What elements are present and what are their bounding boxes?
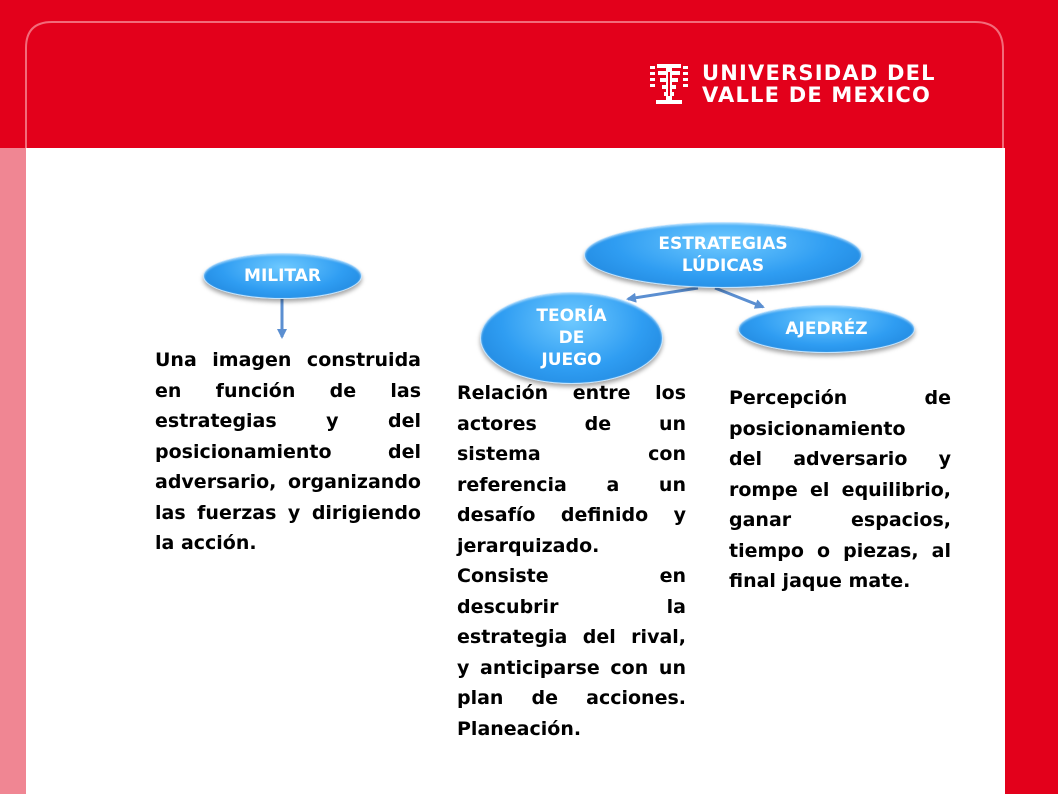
logo-line-2: VALLE DE MEXICO [702, 83, 932, 107]
text-teoria [457, 378, 686, 744]
node-ajedrez-label: AJEDRÉZ [785, 319, 868, 339]
node-teoria-de-juego [480, 292, 663, 384]
node-ajedrez [738, 305, 915, 353]
node-militar-label: MILITAR [244, 266, 321, 286]
text-ajedrez [729, 383, 951, 597]
node-estrategias-label: ESTRATEGIAS LÚDICAS [658, 234, 788, 276]
text-teoria-p1: Relación entre los actores de un sistema con referencia a un desafío definido y jerarquizado. [457, 382, 686, 557]
text-ajedrez-p1: Percepción de posicionamiento [729, 387, 951, 440]
text-teoria-p2: Consiste en descubrir la estrategia del rival, y anticiparse con un plan de acciones. Planeación. [457, 565, 686, 740]
node-teoria-label: TEORÍA DE JUEGO [536, 306, 607, 370]
arrow-estrategias-to-teoria [628, 288, 698, 299]
arrow-estrategias-to-ajedrez [715, 288, 763, 307]
text-ajedrez-p2: del adversario y rompe el equilibrio, ganar espacios, tiempo o piezas, al final jaque mate. [729, 448, 951, 592]
text-militar: Una imagen construida en función de las estrategias y del posicionamiento del adversario, organizando las fuerzas y dirigiendo la acción. [155, 349, 421, 554]
node-militar [203, 253, 362, 299]
node-estrategias-ludicas [584, 222, 862, 288]
logo-line-1: UNIVERSIDAD DEL [702, 61, 936, 85]
